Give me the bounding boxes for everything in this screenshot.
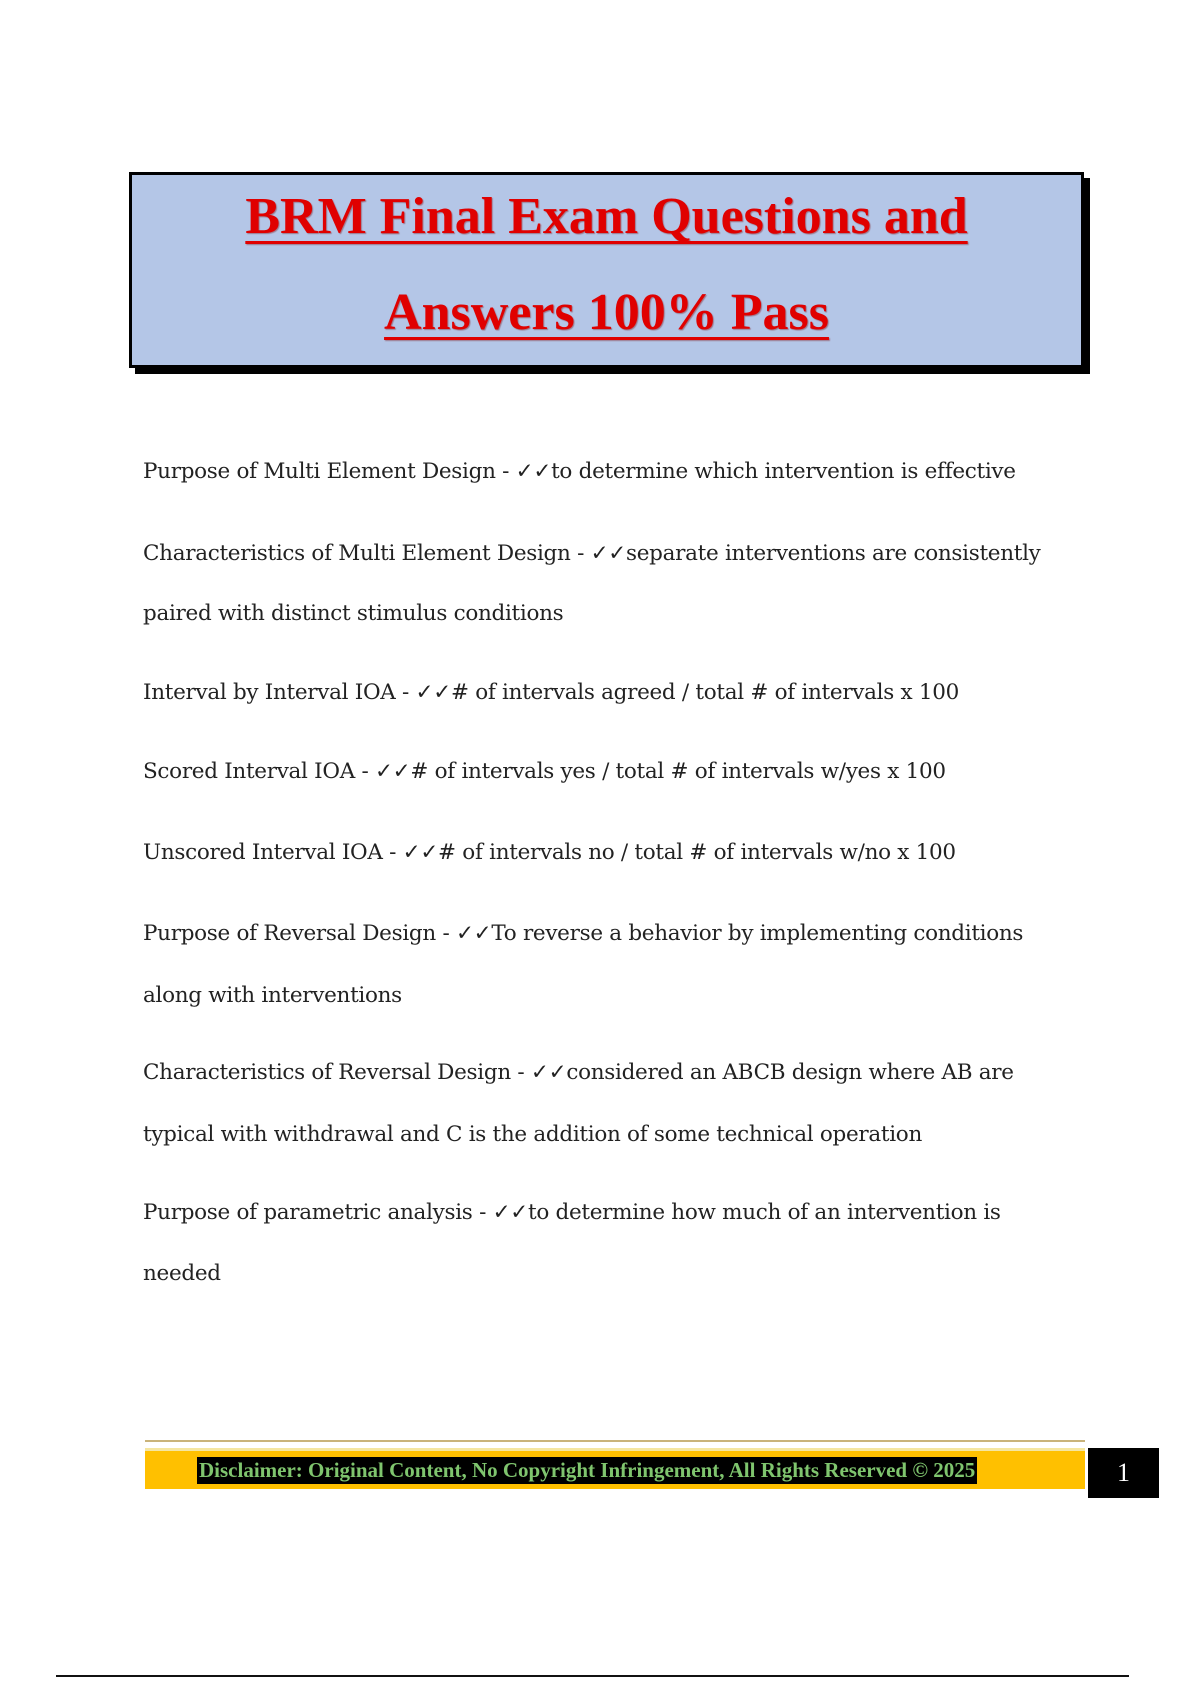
qa-line: along with interventions xyxy=(143,983,402,1008)
qa-line: paired with distinct stimulus conditions xyxy=(143,601,564,626)
footer-disclaimer: Disclaimer: Original Content, No Copyright Infringement, All Rights Reserved © 2025 xyxy=(199,1458,976,1482)
qa-line: Interval by Interval IOA - ✓✓# of intervals agreed / total # of intervals x 100 xyxy=(143,680,960,705)
qa-line: Purpose of Reversal Design - ✓✓To reverse a behavior by implementing conditions xyxy=(143,921,1024,946)
page-number: 1 xyxy=(1088,1448,1159,1498)
document-title-line-1: BRM Final Exam Questions and xyxy=(245,188,968,245)
qa-line: Unscored Interval IOA - ✓✓# of intervals no / total # of intervals w/no x 100 xyxy=(143,840,956,865)
qa-line: Purpose of parametric analysis - ✓✓to determine how much of an intervention is xyxy=(143,1200,1001,1225)
document-title-line-2: Answers 100% Pass xyxy=(384,284,829,341)
bottom-divider xyxy=(56,1675,1129,1677)
qa-line: Characteristics of Reversal Design - ✓✓considered an ABCB design where AB are xyxy=(143,1060,1014,1085)
qa-line: Scored Interval IOA - ✓✓# of intervals yes / total # of intervals w/yes x 100 xyxy=(143,759,946,784)
qa-line: typical with withdrawal and C is the addition of some technical operation xyxy=(143,1122,922,1147)
footer-band xyxy=(145,1448,1085,1489)
qa-line: Purpose of Multi Element Design - ✓✓to determine which intervention is effective xyxy=(143,459,1016,484)
qa-line: needed xyxy=(143,1261,221,1286)
document-title-box xyxy=(129,172,1084,368)
qa-line: Characteristics of Multi Element Design - ✓✓separate interventions are consistently xyxy=(143,541,1041,566)
